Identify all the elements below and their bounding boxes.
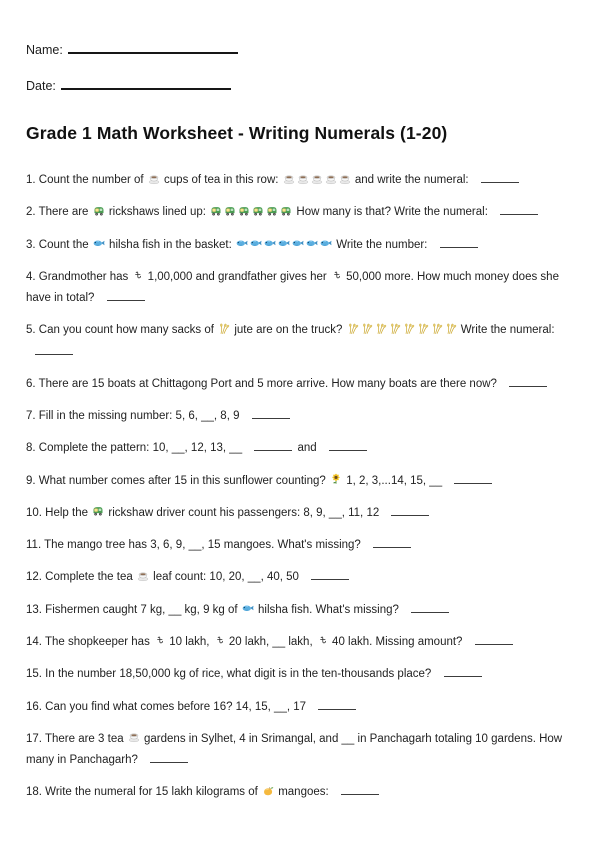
question-text: mangoes:	[275, 786, 332, 799]
hilsha-fish-icon	[242, 602, 254, 614]
hilsha-fish-icon	[93, 237, 105, 249]
answer-blank[interactable]	[107, 289, 145, 301]
question-text: leaf count: 10, 20, __, 40, 50	[149, 571, 303, 584]
name-write-line[interactable]	[68, 40, 238, 54]
question-text: and	[294, 442, 320, 455]
rickshaw-icon	[238, 205, 250, 217]
question-text: and write the numeral:	[351, 174, 472, 186]
answer-blank[interactable]	[444, 665, 482, 677]
question-18	[26, 782, 574, 803]
jute-sheaf-icon	[431, 323, 443, 335]
question-text: 12. Complete the tea	[26, 571, 136, 584]
question-15	[26, 664, 574, 685]
answer-blank[interactable]	[252, 407, 290, 419]
answer-blank[interactable]	[254, 439, 292, 451]
question-2	[26, 202, 574, 223]
jute-sheaf-icon	[361, 323, 373, 335]
answer-blank[interactable]	[329, 439, 367, 451]
taka-sign-icon	[215, 634, 225, 646]
name-field-row	[26, 40, 574, 57]
question-5	[26, 320, 574, 363]
hilsha-fish-icon	[264, 237, 276, 249]
name-label: Name:	[26, 43, 63, 57]
question-11	[26, 535, 574, 556]
question-text: 8. Complete the pattern: 10, __, 12, 13, __	[26, 442, 246, 455]
rickshaw-icon	[224, 205, 236, 217]
question-text: 50,000 more. How much money does she have in total?	[26, 270, 559, 305]
question-4	[26, 267, 574, 310]
teacup-icon	[283, 173, 295, 185]
answer-blank[interactable]	[391, 504, 429, 516]
question-text: 17. There are 3 tea	[26, 732, 127, 745]
question-13	[26, 600, 574, 621]
date-label: Date:	[26, 79, 56, 93]
question-text: 2. There are	[26, 206, 92, 219]
question-text: 10 lakh,	[166, 635, 213, 648]
jute-sheaf-icon	[389, 323, 401, 335]
answer-blank[interactable]	[454, 472, 492, 484]
jute-sheaf-icon	[417, 323, 429, 335]
teacup-icon	[148, 173, 160, 185]
question-text: 5. Can you count how many sacks of	[26, 324, 218, 337]
answer-blank[interactable]	[411, 601, 449, 613]
question-text: 18. Write the numeral for 15 lakh kilograms of	[26, 786, 262, 799]
rickshaw-icon	[210, 205, 222, 217]
question-12	[26, 567, 574, 588]
answer-blank[interactable]	[150, 751, 188, 763]
questions-list	[26, 170, 574, 804]
answer-blank[interactable]	[475, 633, 513, 645]
date-write-line[interactable]	[61, 76, 231, 90]
question-text: cups of tea in this row:	[160, 174, 282, 186]
hilsha-fish-icon	[306, 237, 318, 249]
question-text: 9. What number comes after 15 in this sunflower counting?	[26, 474, 329, 487]
taka-sign-icon	[318, 634, 328, 646]
question-text: Write the number:	[333, 238, 431, 251]
question-text: rickshaw driver count his passengers: 8, 9, __, 11, 12	[105, 506, 383, 519]
question-text: Write the numeral:	[457, 324, 555, 337]
jute-sheaf-icon	[403, 323, 415, 335]
answer-blank[interactable]	[500, 203, 538, 215]
rickshaw-icon	[266, 205, 278, 217]
question-6	[26, 374, 574, 395]
question-10	[26, 503, 574, 524]
question-text: 10. Help the	[26, 506, 92, 519]
teacup-icon	[128, 731, 140, 743]
taka-sign-icon	[332, 269, 342, 281]
rickshaw-icon	[92, 505, 104, 517]
question-text: 20 lakh, __ lakh,	[225, 635, 316, 648]
hilsha-fish-icon	[250, 237, 262, 249]
answer-blank[interactable]	[373, 536, 411, 548]
question-17	[26, 729, 574, 772]
hilsha-fish-icon	[278, 237, 290, 249]
question-text: 1. Count the number of	[26, 174, 147, 186]
question-text: 1, 2, 3,...14, 15, __	[343, 474, 446, 487]
question-text: hilsha fish in the basket:	[105, 238, 235, 251]
question-text: 15. In the number 18,50,000 kg of rice, what digit is in the ten-thousands place?	[26, 668, 435, 681]
answer-blank[interactable]	[318, 698, 356, 710]
answer-blank[interactable]	[440, 236, 478, 248]
question-text: 7. Fill in the missing number: 5, 6, __, 8, 9	[26, 410, 243, 423]
question-text: 16. Can you find what comes before 16? 14, 15, __, 17	[26, 700, 310, 713]
rickshaw-icon	[280, 205, 292, 217]
question-text: 11. The mango tree has 3, 6, 9, __, 15 mangoes. What's missing?	[26, 539, 365, 552]
answer-blank[interactable]	[311, 568, 349, 580]
question-text: 40 lakh. Missing amount?	[328, 635, 466, 648]
teacup-icon	[297, 173, 309, 185]
question-9	[26, 471, 574, 492]
rickshaw-icon	[93, 205, 105, 217]
mango-icon	[262, 785, 274, 797]
hilsha-fish-icon	[236, 237, 248, 249]
question-16	[26, 697, 574, 718]
teacup-icon	[325, 173, 337, 185]
sunflower-icon	[330, 473, 342, 485]
jute-sheaf-icon	[218, 323, 230, 335]
question-text: 13. Fishermen caught 7 kg, __ kg, 9 kg of	[26, 603, 241, 616]
jute-sheaf-icon	[347, 323, 359, 335]
question-14	[26, 632, 574, 653]
question-text: rickshaws lined up:	[105, 206, 210, 219]
teacup-icon	[339, 173, 351, 185]
answer-blank[interactable]	[509, 375, 547, 387]
hilsha-fish-icon	[292, 237, 304, 249]
teacup-icon	[311, 173, 323, 185]
question-text: hilsha fish. What's missing?	[254, 603, 403, 616]
question-8	[26, 438, 574, 459]
question-text: How many is that? Write the numeral:	[293, 206, 492, 219]
taka-sign-icon	[133, 269, 143, 281]
question-text: 14. The shopkeeper has	[26, 635, 154, 648]
answer-blank[interactable]	[481, 171, 519, 183]
question-text: 6. There are 15 boats at Chittagong Port and 5 more arrive. How many boats are there now?	[26, 377, 501, 390]
rickshaw-icon	[252, 205, 264, 217]
date-field-row	[26, 76, 574, 93]
hilsha-fish-icon	[320, 237, 332, 249]
question-text: 1,00,000 and grandfather gives her	[144, 270, 330, 283]
jute-sheaf-icon	[445, 323, 457, 335]
question-3	[26, 235, 574, 256]
question-1	[26, 170, 574, 191]
jute-sheaf-icon	[375, 323, 387, 335]
question-text: 4. Grandmother has	[26, 270, 132, 283]
question-7	[26, 406, 574, 427]
answer-blank[interactable]	[341, 783, 379, 795]
question-text: gardens in Sylhet, 4 in Srimangal, and __ in Panchagarh totaling 10 gardens. How many in Panchagarh?	[26, 732, 563, 767]
taka-sign-icon	[155, 634, 165, 646]
answer-blank[interactable]	[35, 343, 73, 355]
question-text: 3. Count the	[26, 238, 92, 251]
page-title: Grade 1 Math Worksheet - Writing Numerals (1-20)	[26, 123, 448, 143]
question-text: jute are on the truck?	[231, 324, 346, 337]
teacup-icon	[137, 570, 149, 582]
